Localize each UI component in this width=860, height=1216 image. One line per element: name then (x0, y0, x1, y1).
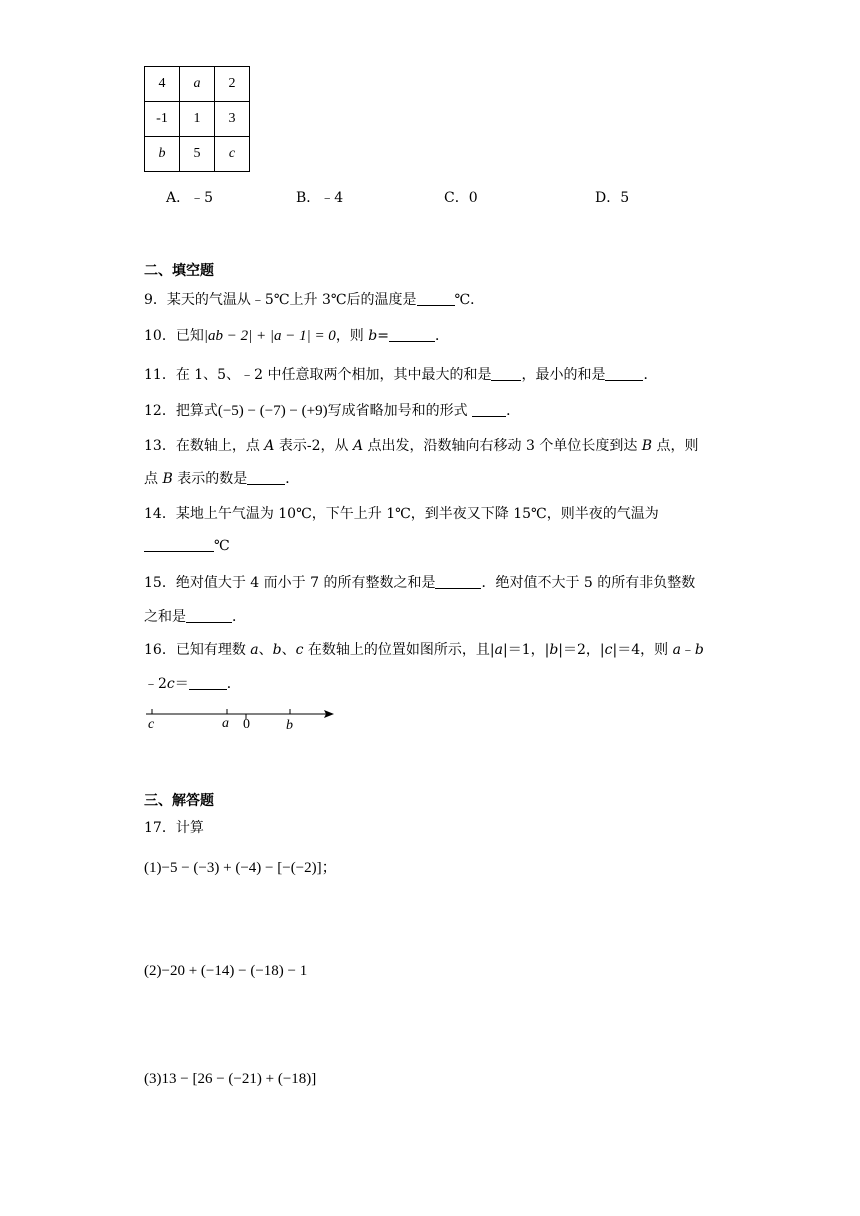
answer-blank (472, 402, 506, 417)
question-12: 12．把算式(−5) − (−7) − (+9)写成省略加号和的形式 ． (144, 403, 521, 419)
option-d: D．5 (595, 190, 630, 206)
question-15: 15．绝对值大于 4 而小于 7 的所有整数之和是 ．绝对值不大于 5 的所有非负整数 (144, 575, 696, 591)
grid-cell: 1 (180, 102, 215, 137)
question-11: 11．在 1、5、﹣2 中任意取两个相加，其中最大的和是 ，最小的和是 ． (144, 367, 658, 383)
grid-cell: 2 (215, 67, 250, 102)
expression: (−5) − (−7) − (+9) (217, 403, 328, 419)
question-14: 14．某地上午气温为 10℃，下午上升 1℃，到半夜又下降 15℃，则半夜的气温为 (144, 506, 659, 522)
grid-cell: 4 (145, 67, 180, 102)
answer-blank (389, 327, 435, 342)
answer-blank (435, 574, 481, 589)
question-10: 10．已知|ab − 2| + |a − 1| = 0，则 b= ． (144, 328, 449, 344)
option-a: A．﹣5 (166, 190, 214, 206)
grid-cell: a (180, 67, 215, 102)
option-b: B．﹣4 (296, 190, 344, 206)
question-14-line2: ℃ (144, 537, 230, 554)
answer-blank (417, 291, 455, 306)
grid-cell: 5 (180, 137, 215, 172)
answer-blank (491, 366, 521, 381)
section-title: 三、解答题 (144, 793, 214, 809)
number-grid (144, 66, 250, 172)
question-13-line2: 点 B 表示的数是 ． (144, 471, 300, 487)
label-zero: 0 (243, 717, 250, 732)
question-16-line2: ﹣2c＝ ． (144, 676, 241, 692)
question-17-part-1: (1)−5 − (−3) + (−4) − [−(−2)]； (144, 860, 337, 876)
number-line-figure (140, 702, 340, 734)
answer-blank (247, 470, 285, 485)
section-title: 二、填空题 (144, 263, 214, 279)
answer-blank (144, 537, 214, 552)
equation: |ab − 2| + |a − 1| = 0 (203, 328, 336, 344)
question-9: 9．某天的气温从﹣5℃上升 3℃后的温度是 ℃． (144, 292, 485, 308)
grid-cell: c (215, 137, 250, 172)
label-a: a (222, 716, 229, 731)
question-17-part-2: (2)−20 + (−14) − (−18) − 1 (144, 963, 308, 979)
grid-cell: -1 (145, 102, 180, 137)
question-15-line2: 之和是 ． (144, 609, 246, 625)
question-17: 17．计算 (144, 820, 204, 836)
grid-cell: b (145, 137, 180, 172)
grid-cell: 3 (215, 102, 250, 137)
question-13: 13．在数轴上，点 A 表示-2，从 A 点出发，沿数轴向右移动 3 个单位长度到达 B 点，则 (144, 438, 699, 454)
question-17-part-3: (3)13 − [26 − (−21) + (−18)] (144, 1071, 317, 1087)
label-c: c (148, 717, 155, 732)
answer-blank (186, 608, 232, 623)
answer-blank (189, 675, 227, 690)
question-16: 16．已知有理数 a、b、c 在数轴上的位置如图所示，且|a|＝1，|b|＝2，|c|＝4，则 a﹣b (144, 642, 704, 658)
label-b: b (286, 718, 293, 733)
answer-blank (605, 366, 643, 381)
option-c: C．0 (444, 190, 478, 206)
